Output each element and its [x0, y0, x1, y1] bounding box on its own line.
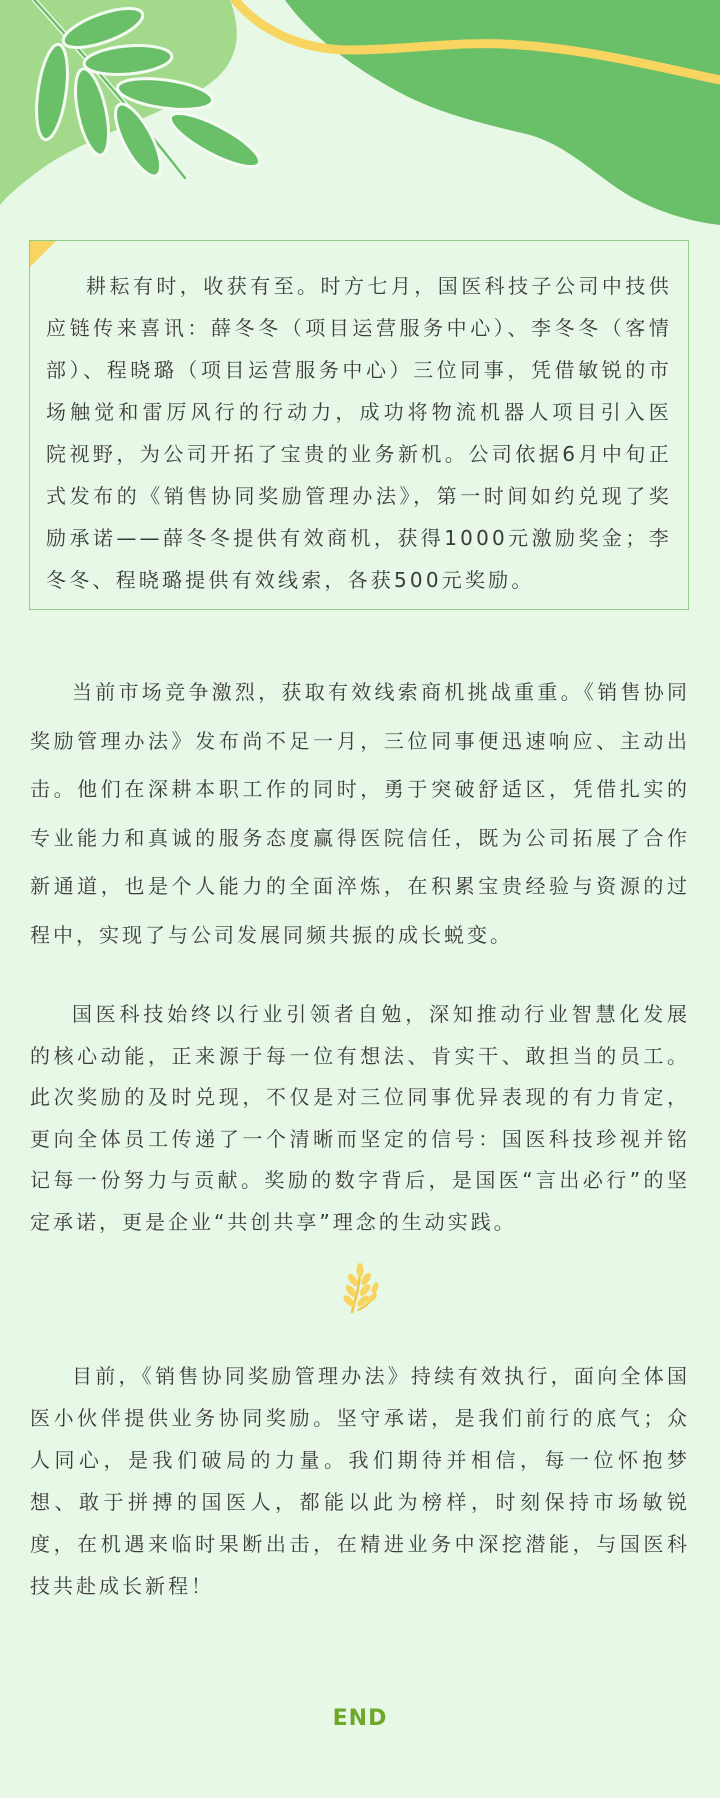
corner-accent: [30, 241, 56, 267]
header-illustration: [0, 0, 720, 230]
intro-paragraph: 耕耘有时，收获有至。时方七月，国医科技子公司中技供应链传来喜讯：薛冬冬（项目运营服务中心）、李冬冬（客情部）、程晓璐（项目运营服务中心）三位同事，凭借敏锐的市场触觉和雷厉风行的行动力，成功将物流机器人项目引入医院视野，为公司开拓了宝贵的业务新机。公司依据6月中旬正式发布的《销售协同奖励管理办法》，第一时间如约兑现了奖励承诺——薛冬冬提供有效商机，获得1000元激励奖金；李冬冬、程晓璐提供有效线索，各获500元奖励。: [46, 274, 672, 592]
body-paragraph-1: 当前市场竞争激烈，获取有效线索商机挑战重重。《销售协同奖励管理办法》发布尚不足一月，三位同事便迅速响应、主动出击。他们在深耕本职工作的同时，勇于突破舒适区，凭借扎实的专业能力和真诚的服务态度赢得医院信任，既为公司拓展了合作新通道，也是个人能力的全面淬炼，在积累宝贵经验与资源的过程中，实现了与公司发展同频共振的成长蜕变。: [30, 680, 690, 947]
body-paragraph-3: 目前，《销售协同奖励管理办法》持续有效执行，面向全体国医小伙伴提供业务协同奖励。坚守承诺，是我们前行的底气；众人同心，是我们破局的力量。我们期待并相信，每一位怀抱梦想、敢于拼搏的国医人，都能以此为榜样，时刻保持市场敏锐度，在机遇来临时果断出击，在精进业务中深挖潜能，与国医科技共赴成长新程！: [30, 1364, 690, 1598]
end-label: END: [332, 1706, 388, 1731]
intro-callout: [29, 240, 689, 610]
body-paragraph-2: 国医科技始终以行业引领者自勉，深知推动行业智慧化发展的核心动能，正来源于每一位有想法、肯实干、敢担当的员工。此次奖励的及时兑现，不仅是对三位同事优异表现的有力肯定，更向全体员工传递了一个清晰而坚定的信号：国医科技珍视并铭记每一份努力与贡献。奖励的数字背后，是国医“言出必行”的坚定承诺，更是企业“共创共享”理念的生动实践。: [30, 1002, 690, 1234]
wheat-icon: [338, 1262, 382, 1314]
header-decoration: [0, 0, 720, 230]
